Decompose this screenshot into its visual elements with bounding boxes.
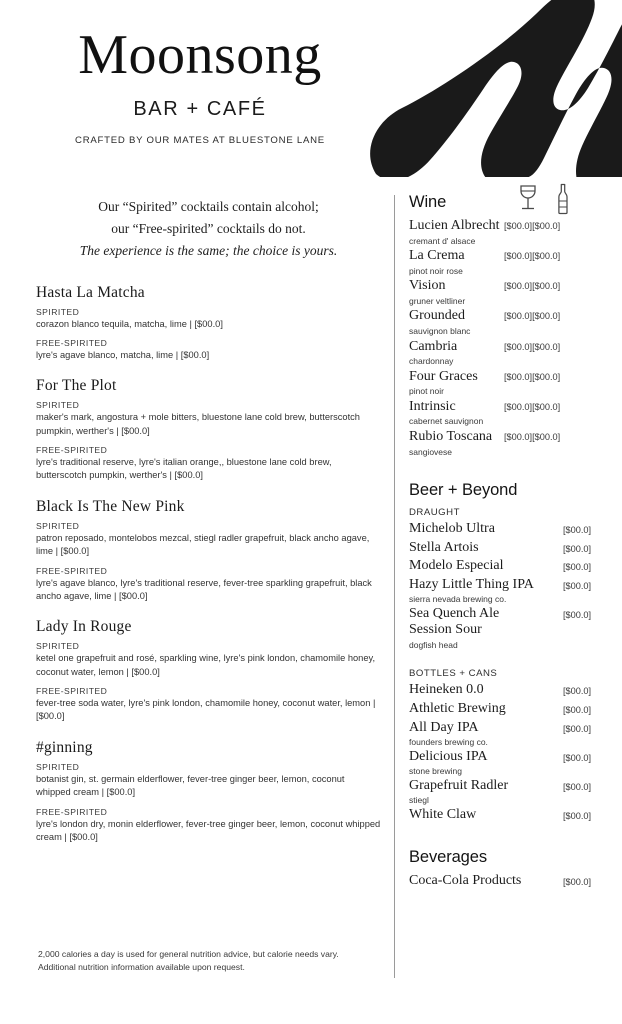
beer-name: Heineken 0.0: [409, 682, 484, 698]
variant-label: SPIRITED: [36, 520, 80, 531]
beer-row: [409, 540, 609, 558]
variant-description: maker's mark, angostura + mole bitters, bluestone lane cold brew, butterscotch pumpkin, werther's | [$00.0]: [36, 412, 360, 436]
wine-varietal: sangiovese: [409, 446, 453, 457]
wine-name: Grounded: [409, 308, 465, 324]
variant-label: SPIRITED: [36, 400, 80, 411]
bottles-cans-subheading: BOTTLES + CANS: [409, 668, 498, 680]
wine-prices: [504, 308, 560, 321]
beer-row: [409, 778, 609, 806]
cocktail-name: Black Is The New Pink: [36, 497, 185, 515]
variant-description: patron reposado, montelobos mezcal, stiegl radler grapefruit, black ancho agave, lime | [$00.0]: [36, 532, 370, 557]
wine-row: [409, 278, 609, 306]
beer-name: Stella Artois: [409, 539, 479, 555]
cocktail-name: #ginning: [36, 738, 93, 756]
wine-prices: [504, 218, 560, 231]
beer-row: [409, 807, 609, 825]
variant-description: botanist gin, st. germain elderflower, fever-tree ginger beer, lemon, coconut whipped cream | [$00.0]: [36, 773, 345, 798]
cocktail-name: Hasta La Matcha: [36, 283, 145, 301]
beer-row: [409, 606, 609, 651]
wine-bottle-price: [$00.0]: [532, 311, 561, 322]
drinks-column: [409, 193, 609, 892]
wine-row-main: [409, 278, 504, 306]
wine-glass-price: [$00.0]: [504, 251, 533, 262]
wine-row-main: [409, 369, 504, 397]
variant-label: FREE-SPIRITED: [36, 445, 108, 456]
wine-name: Intrinsic: [409, 398, 456, 414]
wine-bottle-price: [$00.0]: [532, 341, 561, 352]
beer-row: [409, 558, 609, 576]
wine-row-main: [409, 339, 504, 367]
wine-glass-price: [$00.0]: [504, 281, 533, 292]
wine-varietal: gruner veltliner: [409, 295, 466, 306]
variant-label: SPIRITED: [36, 306, 80, 317]
beer-brewery: stiegl: [409, 795, 429, 806]
beer-section-heading: Beer + Beyond: [409, 481, 518, 500]
cocktail-variant: [36, 445, 381, 483]
variant-description: lyre's agave blanco, lyre's traditional reserve, fever-tree sparkling grapefruit, black ancho agave, lime | [$00.0]: [36, 577, 372, 601]
draught-subheading: DRAUGHT: [409, 507, 460, 519]
wine-varietal: cremant d' alsace: [409, 235, 476, 246]
wine-varietal: chardonnay: [409, 356, 454, 367]
variant-description: ketel one grapefruit and rosé, sparkling wine, lyre's pink london, chamomile honey, coconut water, lemon | [$00.0]: [36, 653, 376, 677]
beverage-row: [409, 873, 609, 891]
wine-row: [409, 308, 609, 336]
wine-row: [409, 248, 609, 276]
cocktail-variant: [36, 686, 381, 724]
beverage-row-main: [409, 873, 541, 891]
wine-name: Vision: [409, 278, 446, 294]
wine-varietal: sauvignon blanc: [409, 325, 471, 336]
wine-section-heading: Wine: [409, 193, 447, 211]
beer-price: [$00.0]: [563, 781, 592, 792]
wine-row: [409, 369, 609, 397]
beer-row: [409, 720, 609, 748]
beer-price: [$00.0]: [563, 562, 592, 573]
wine-name: Rubio Toscana: [409, 428, 493, 444]
beer-name: Sea Quench Ale Session Sour: [409, 605, 500, 638]
variant-label: SPIRITED: [36, 761, 80, 772]
beer-price: [$00.0]: [563, 580, 592, 591]
beer-row-main: [409, 807, 541, 825]
wine-bottle-price: [$00.0]: [532, 401, 561, 412]
variant-description: corazon blanco tequila, matcha, lime | [$00.0]: [36, 318, 223, 329]
brand-tagline: CRAFTED BY OUR MATES AT BLUESTONE LANE: [75, 135, 325, 147]
beer-row-main: [409, 778, 541, 806]
column-divider: [394, 195, 395, 978]
beer-price: [$00.0]: [563, 609, 592, 620]
beer-name: Hazy Little Thing IPA: [409, 576, 534, 592]
cocktail-variant: [36, 566, 381, 604]
beer-row: [409, 701, 609, 719]
wine-row: [409, 429, 609, 457]
beer-name: Michelob Ultra: [409, 521, 495, 537]
beer-price: [$00.0]: [563, 525, 592, 536]
spirited-intro: [36, 196, 381, 262]
cocktail-item: [36, 284, 381, 363]
beer-row: [409, 749, 609, 777]
wine-row: [409, 339, 609, 367]
wine-prices: [504, 429, 560, 442]
beer-row-main: [409, 701, 541, 719]
wine-row-main: [409, 218, 504, 246]
cocktail-name: For The Plot: [36, 377, 117, 395]
wine-glass-price: [$00.0]: [504, 401, 533, 412]
beer-price: [$00.0]: [563, 723, 592, 734]
cocktail-variant: [36, 400, 381, 438]
beverage-name: Coca-Cola Products: [409, 873, 522, 889]
brand-subwordmark: BAR + CAFÉ: [133, 98, 267, 121]
beer-price: [$00.0]: [563, 704, 592, 715]
beverage-price: [$00.0]: [563, 877, 592, 888]
wine-varietal: pinot noir: [409, 386, 444, 397]
beer-row-main: [409, 577, 541, 605]
wine-row-main: [409, 429, 504, 457]
wine-prices: [504, 339, 560, 352]
wine-prices: [504, 248, 560, 261]
beer-row-main: [409, 720, 541, 748]
wine-prices: [504, 278, 560, 291]
wine-glass-price: [$00.0]: [504, 221, 533, 231]
beer-brewery: stone brewing: [409, 766, 462, 777]
variant-description: lyre's london dry, monin elderflower, fever-tree ginger beer, lemon, coconut whipped cream | [$00.0]: [36, 818, 381, 842]
cocktail-variant: [36, 641, 381, 679]
wine-glass-price: [$00.0]: [504, 341, 533, 352]
beer-brewery: sierra nevada brewing co.: [409, 594, 507, 605]
beer-row-main: [409, 606, 541, 651]
variant-label: SPIRITED: [36, 641, 80, 652]
cocktail-variant: [36, 521, 381, 559]
brand-wordmark: Moonsong: [78, 24, 322, 86]
cocktail-variant: [36, 762, 381, 800]
beer-price: [$00.0]: [563, 543, 592, 554]
variant-label: FREE-SPIRITED: [36, 337, 108, 348]
wine-name: Lucien Albrecht: [409, 218, 500, 233]
variant-label: FREE-SPIRITED: [36, 686, 108, 697]
beer-price: [$00.0]: [563, 686, 592, 697]
intro-line-1: Our “Spirited” cocktails contain alcohol;: [98, 199, 319, 214]
wine-row-main: [409, 248, 504, 276]
variant-description: lyre's agave blanco, matcha, lime | [$00.0]: [36, 349, 210, 360]
beer-name: Athletic Brewing: [409, 700, 506, 716]
cocktail-item: [36, 618, 381, 724]
variant-description: lyre's traditional reserve, lyre's italian orange,, bluestone lane cold brew, butterscotch pumpkin, werther's | [$00.0]: [36, 457, 332, 481]
beer-row: [409, 682, 609, 700]
beer-brewery: founders brewing co.: [409, 737, 488, 748]
cocktail-name: Lady In Rouge: [36, 618, 132, 636]
variant-label: FREE-SPIRITED: [36, 806, 108, 817]
wine-glass-price: [$00.0]: [504, 431, 533, 442]
wine-bottle-price: [$00.0]: [532, 251, 561, 262]
wine-bottle-price: [$00.0]: [532, 371, 561, 382]
cocktails-column: [36, 196, 381, 859]
beer-row-main: [409, 682, 541, 700]
cocktail-variant: [36, 307, 381, 331]
wine-glass-price: [$00.0]: [504, 371, 533, 382]
cocktail-item: [36, 498, 381, 604]
variant-label: FREE-SPIRITED: [36, 565, 108, 576]
beer-row-main: [409, 540, 541, 558]
wine-name: Four Graces: [409, 368, 478, 384]
beer-name: Delicious IPA: [409, 748, 488, 764]
wine-row-main: [409, 399, 504, 427]
wine-prices: [504, 369, 560, 382]
variant-description: fever-tree soda water, lyre's pink london, chamomile honey, coconut water, lemon | [$00.0]: [36, 698, 376, 722]
beer-row-main: [409, 521, 541, 539]
brand-header: [0, 26, 400, 146]
nutrition-disclaimer: 2,000 calories a day is used for general nutrition advice, but calorie needs vary. Additional nutrition information available upon request.: [38, 949, 339, 972]
cocktail-variant: [36, 807, 381, 845]
wine-bottle-price: [$00.0]: [532, 281, 561, 292]
beer-row: [409, 577, 609, 605]
beer-name: Modelo Especial: [409, 558, 504, 574]
beer-name: White Claw: [409, 806, 477, 822]
wine-row-main: [409, 308, 504, 336]
beer-name: Grapefruit Radler: [409, 777, 509, 793]
intro-line-3: The experience is the same; the choice is yours.: [79, 242, 338, 258]
beverages-section-heading: Beverages: [409, 848, 487, 867]
beer-brewery: dogfish head: [409, 639, 458, 650]
wine-bottle-price: [$00.0]: [532, 431, 561, 442]
wine-bottle-price: [$00.0]: [532, 221, 561, 231]
wine-glass-price: [$00.0]: [504, 311, 533, 322]
beer-row: [409, 521, 609, 539]
beer-row-main: [409, 749, 541, 777]
cocktail-variant: [36, 338, 381, 362]
wine-name: La Crema: [409, 248, 465, 264]
beer-name: All Day IPA: [409, 719, 479, 735]
wine-row: [409, 399, 609, 427]
intro-line-2: our “Free-spirited” cocktails do not.: [111, 220, 306, 236]
cocktail-item: [36, 377, 381, 483]
cocktail-item: [36, 739, 381, 845]
wine-prices: [504, 399, 560, 412]
wine-row: [409, 218, 609, 246]
wine-varietal: cabernet sauvignon: [409, 416, 484, 427]
wine-varietal: pinot noir rose: [409, 265, 463, 276]
beer-price: [$00.0]: [563, 752, 592, 763]
wine-name: Cambria: [409, 338, 458, 354]
moonsong-m-logo-mark: [368, 0, 622, 177]
beer-row-main: [409, 558, 541, 576]
beer-price: [$00.0]: [563, 810, 592, 821]
